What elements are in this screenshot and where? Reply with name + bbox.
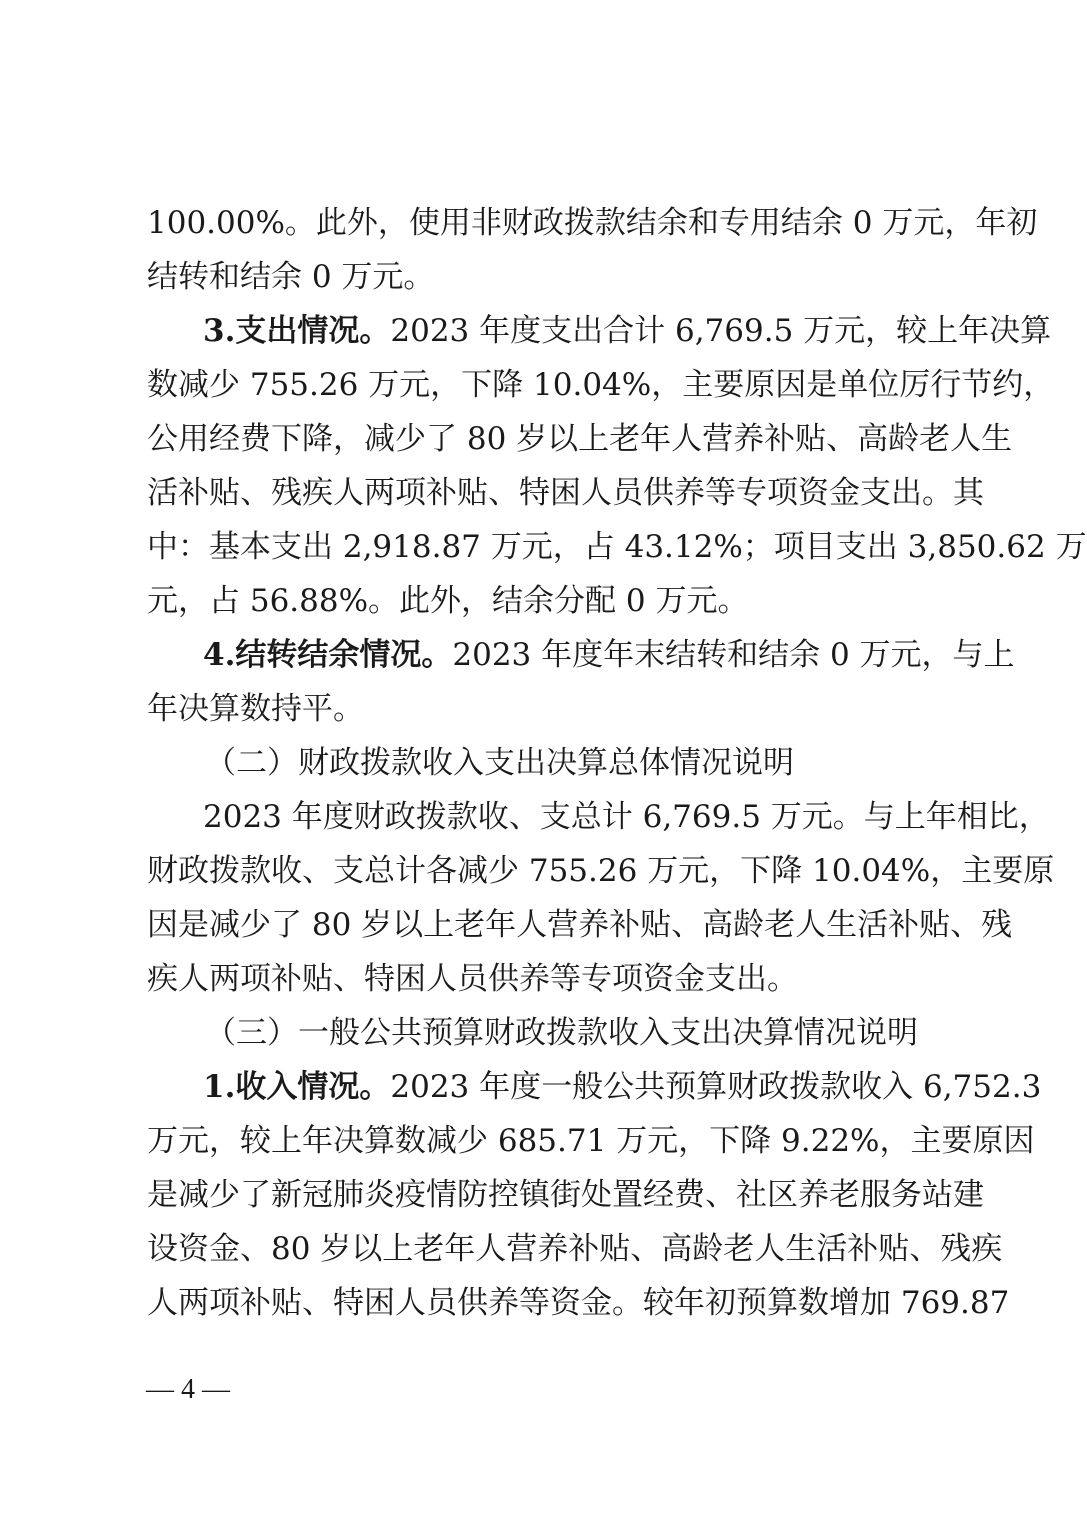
body-line: 中：基本支出 2,918.87 万元，占 43.12%；项目支出 3,850.62 万 <box>147 529 1087 565</box>
body-line: 公用经费下降，减少了 80 岁以上老年人营养补贴、高龄老人生 <box>147 421 1013 457</box>
body-line: 结转和结余 0 万元。 <box>147 259 435 295</box>
section-heading: 1.收入情况。 <box>203 1069 391 1105</box>
section-3-expenditure: 3.支出情况。2023 年度支出合计 6,769.5 万元，较上年决算 <box>203 313 1052 349</box>
body-line: 年决算数持平。 <box>147 691 364 727</box>
section-1-income: 1.收入情况。2023 年度一般公共预算财政拨款收入 6,752.3 <box>203 1069 1042 1105</box>
body-line: 活补贴、残疾人两项补贴、特困人员供养等专项资金支出。其 <box>147 475 984 511</box>
section-heading: 4.结转结余情况。 <box>203 637 453 673</box>
body-line: 设资金、80 岁以上老年人营养补贴、高龄老人生活补贴、残疾 <box>147 1231 1003 1267</box>
page-number: — 4 — <box>146 1374 230 1405</box>
body-line: 100.00%。此外，使用非财政拨款结余和专用结余 0 万元，年初 <box>147 205 1038 241</box>
body-line: 人两项补贴、特困人员供养等资金。较年初预算数增加 769.87 <box>147 1285 1010 1321</box>
body-line: 万元，较上年决算数减少 685.71 万元，下降 9.22%，主要原因 <box>147 1123 1035 1159</box>
body-line: 是减少了新冠肺炎疫情防控镇街处置经费、社区养老服务站建 <box>147 1177 984 1213</box>
section-heading: 3.支出情况。 <box>203 313 391 349</box>
body-line: 元，占 56.88%。此外，结余分配 0 万元。 <box>147 583 749 619</box>
body-line: 数减少 755.26 万元，下降 10.04%，主要原因是单位厉行节约， <box>147 367 1055 403</box>
body-line: 疾人两项补贴、特困人员供养等专项资金支出。 <box>147 961 798 997</box>
body-line: 2023 年度财政拨款收、支总计 6,769.5 万元。与上年相比， <box>203 799 1050 835</box>
subsection-heading-2: （二）财政拨款收入支出决算总体情况说明 <box>205 745 794 781</box>
subsection-heading-3: （三）一般公共预算财政拨款收入支出决算情况说明 <box>205 1015 918 1051</box>
body-line: 财政拨款收、支总计各减少 755.26 万元，下降 10.04%，主要原 <box>147 853 1055 889</box>
body-line: 因是减少了 80 岁以上老年人营养补贴、高龄老人生活补贴、残 <box>147 907 1013 943</box>
section-4-carryover: 4.结转结余情况。2023 年度年末结转和结余 0 万元，与上 <box>203 637 1015 673</box>
